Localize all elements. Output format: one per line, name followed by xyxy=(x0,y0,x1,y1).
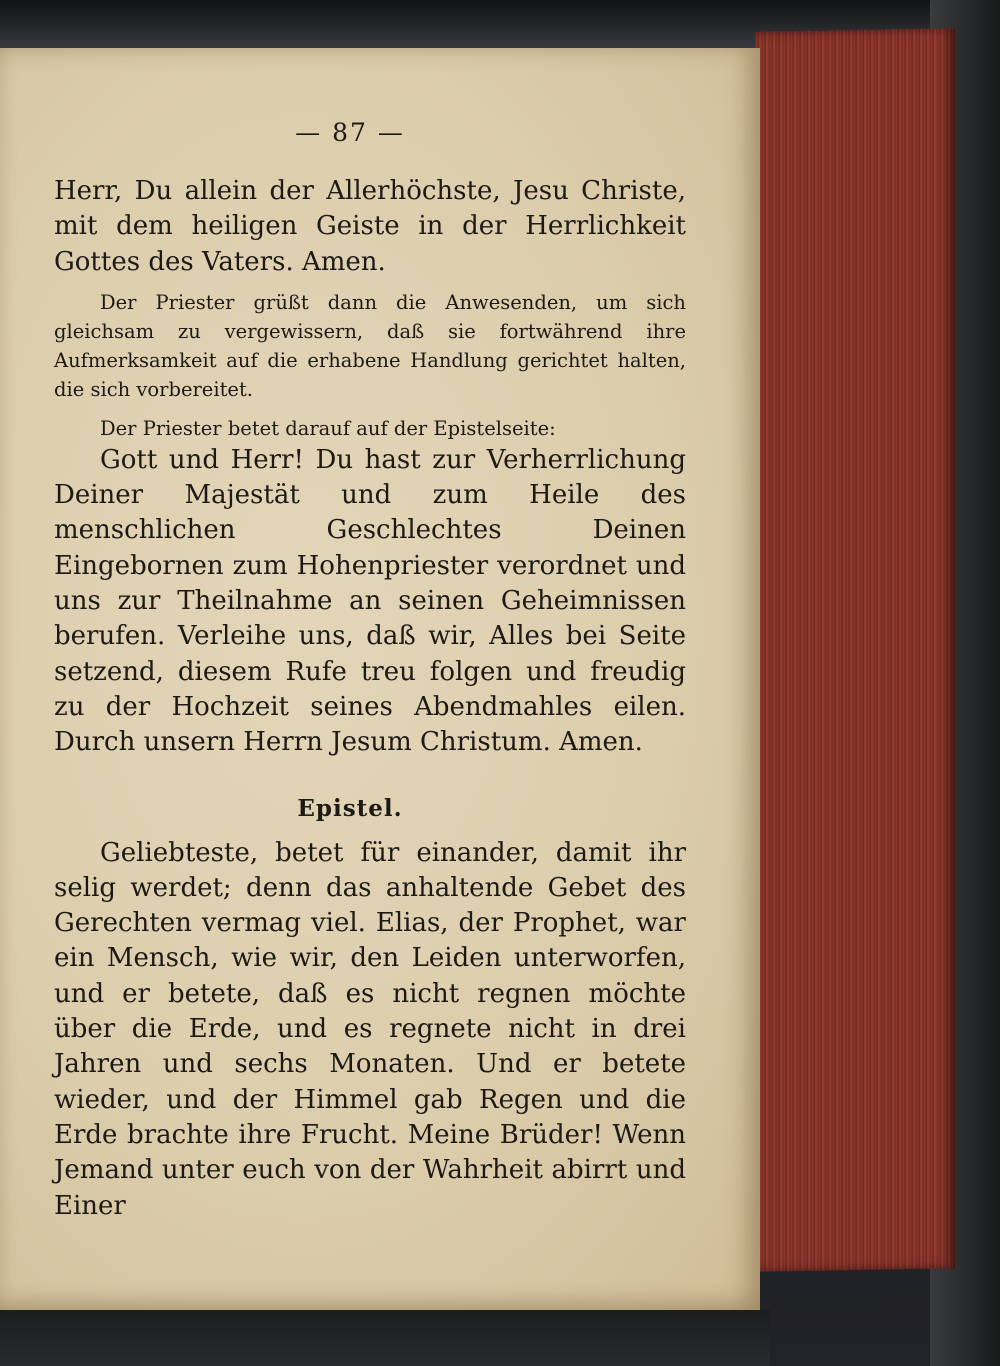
epistle-text: Geliebteste, betet für einander, damit ihr selig werdet; denn das anhaltende Gebet des Gerechten vermag viel. Elias, der Prophet, war ein Mensch, wie wir, den Leiden unterworfen, und er betete, daß es nicht regnen möchte über die Erde, und es regnete nicht in drei Jahren und sechs Monaten. Und er betete wieder, und der Himmel gab Regen und die Erde brachte ihre Frucht. Meine Brüder! Wenn Jemand unter euch von der Wahrheit abirrt und Einer xyxy=(54,837,686,1221)
rubric-note-epistle-side: Der Priester betet darauf auf der Epistelseite: xyxy=(100,416,556,440)
red-page-edges xyxy=(755,28,955,1271)
book-cover-bottom xyxy=(0,1310,770,1366)
prayer-paragraph-ending: Herr, Du allein der Allerhöchste, Jesu Christe, mit dem heiligen Geiste in der Herrlichkeit Gottes des Vaters. Amen. xyxy=(54,176,686,277)
section-heading-epistle: Epistel. xyxy=(297,794,403,822)
collect-prayer: Gott und Herr! Du hast zur Verherrlichung Deiner Majestät und zum Heile des menschlichen Geschlechtes Deinen Eingebornen zum Hohenpriester verordnet und uns zur Theilnahme an seinen Geheimnissen berufen. Verleihe uns, daß wir, Alles bei Seite setzend, diesem Rufe treu folgen und freudig zu der Hochzeit seines Abendmahles eilen. Durch unsern Herrn Jesum Christum. Amen. xyxy=(54,444,686,758)
rubric-note-greeting: Der Priester grüßt dann die Anwesenden, um sich gleichsam zu vergewissern, daß sie fortwährend ihre Aufmerksamkeit auf die erhabene Handlung gerichtet halten, die sich vorbereitet. xyxy=(54,290,686,401)
page-number: — 87 — xyxy=(295,118,405,147)
page-text xyxy=(54,118,686,1224)
